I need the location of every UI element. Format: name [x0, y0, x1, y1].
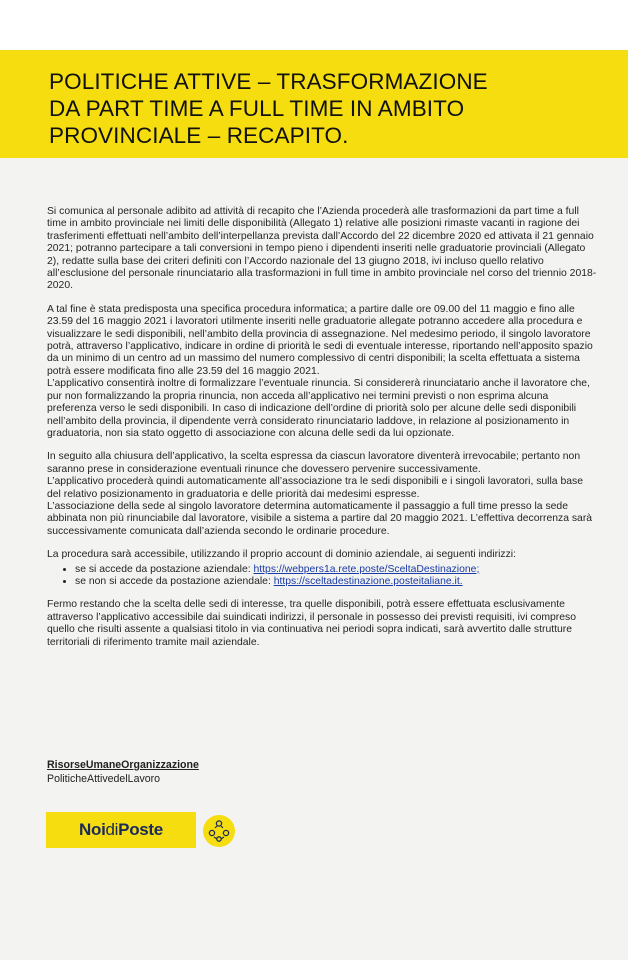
address-list [47, 564, 597, 589]
page-title: POLITICHE ATTIVE – TRASFORMAZIONE DA PART TIME A FULL TIME IN AMBITO PROVINCIALE – RECAPITO. [49, 69, 488, 148]
list-item [75, 576, 597, 588]
title-banner [0, 50, 628, 158]
signature-org: RisorseUmaneOrganizzazione [47, 759, 199, 771]
link-external[interactable]: https://sceltadestinazione.posteitaliane.it. [273, 575, 463, 587]
paragraph-rinuncia: L’applicativo consentirà inoltre di formalizzare l’eventuale rinuncia. Si considererà rinunciatario anche il lavoratore che, pur non formalizzando la propria rinuncia, non acceda all’applicativo nei termini previsti o non esprima alcuna preferenza verso le sedi disponibili. In caso di indicazione dell’ordine di priorità solo per alcune delle sedi disponibili nell’ambito della provincia, il dipendente verrà considerato rinunciatario laddove, in relazione al posizionamento in graduatoria, non sia stato oggetto di associazione con alcuna delle sedi da lui opzionate. [47, 378, 590, 439]
paragraph-fulltime: L’associazione della sede al singolo lavoratore determina automaticamente il passaggio a full time presso la sede abbinata non più rinunciabile dal lavoratore, visibile a sistema a partire dal 20 maggio 2021. L’effettiva decorrenza sarà successivamente comunicata dall’azienda secondo le ordinarie procedure. [47, 500, 593, 537]
paragraph-procedure: A tal fine è stata predisposta una specifica procedura informatica; a partire dalle ore 09.00 del 11 maggio e fino alle 23.59 del 16 maggio 2021 i lavoratori utilmente inseriti nelle graduatorie allegate potranno accedere alla procedura e visualizzare le sedi disponibili, nell’ambito della provincia di assegnazione. Nel medesimo periodo, il singolo lavoratore potrà, attraverso l’applicativo, indicare in ordine di priorità le sedi di eventuale interesse, riportando nell’apposito spazio da un minimo di un centro ad un massimo del numero complessivo di centri disponibili; la scelta effettuata a sistema potrà essere modificata fino alle 23.59 del 16 maggio 2021. [47, 303, 593, 377]
paragraph-irrevocable: In seguito alla chiusura dell’applicativo, la scelta espressa da ciascun lavoratore diventerà irrevocabile; pertanto non saranno prese in considerazione eventuali rinunce che dovessero pervenire successivamente. [47, 451, 581, 475]
logo-part-di: di [105, 820, 119, 839]
paragraph-intro: Si comunica al personale adibito ad attività di recapito che l’Azienda procederà alle trasformazioni da part time a full time in ambito provinciale nei limiti delle disponibilità (Allegato 1) relative alle posizioni rimaste vacanti in ragione dei trasferimenti effettuati nell’ambito dell’interpellanza prevista dall’Accordo del 22 dicembre 2020 ed attivata il 21 gennaio 2021; potranno partecipare a tali conversioni in tempo pieno i dipendenti inseriti nelle graduatorie provinciali (Allegato 2), redatte sulla base dei criteri definiti con l’Accordo nazionale del 13 giugno 2018, ivi incluso quello relativo all’esclusione del personale rinunciatario alla trasformazioni in full time in ambito provinciale nel corso del triennio 2018-2020. [47, 206, 597, 292]
noidiposte-logo [46, 812, 196, 848]
paragraph-closing: Fermo restando che la scelta delle sedi di interesse, tra quelle disponibili, potrà essere effettuata esclusivamente attraverso l’applicativo accessibile dai suindicati indirizzi, il personale in possesso dei previsti requisiti, ivi compreso quello che risulti assente a qualsiasi titolo in via continuativa nei periodi sopra indicati, sarà avvertito dalle strutture territoriali di riferimento tramite mail aziendale. [47, 599, 577, 648]
people-circle-icon [202, 814, 236, 848]
signature-block [47, 758, 199, 786]
link-internal[interactable]: https://webpers1a.rete.poste/SceltaDestinazione; [253, 563, 480, 575]
address-label: se non si accede da postazione aziendale: [75, 575, 274, 587]
logo-part-poste: Poste [118, 820, 163, 839]
document-body [47, 206, 597, 649]
top-margin [0, 0, 628, 50]
list-item [75, 564, 597, 576]
signature-dept: PoliticheAttivedelLavoro [47, 773, 161, 785]
logo-part-noi: Noi [79, 820, 106, 839]
address-label: se si accede da postazione aziendale: [75, 563, 254, 575]
paragraph-association: L’applicativo procederà quindi automaticamente all’associazione tra le sedi disponibili e i singoli lavoratori, sulla base del relativo posizionamento in graduatoria e delle priorità dai medesimi espresse. [47, 476, 584, 500]
paragraph-access: La procedura sarà accessibile, utilizzando il proprio account di dominio aziendale, ai seguenti indirizzi: [47, 549, 516, 561]
